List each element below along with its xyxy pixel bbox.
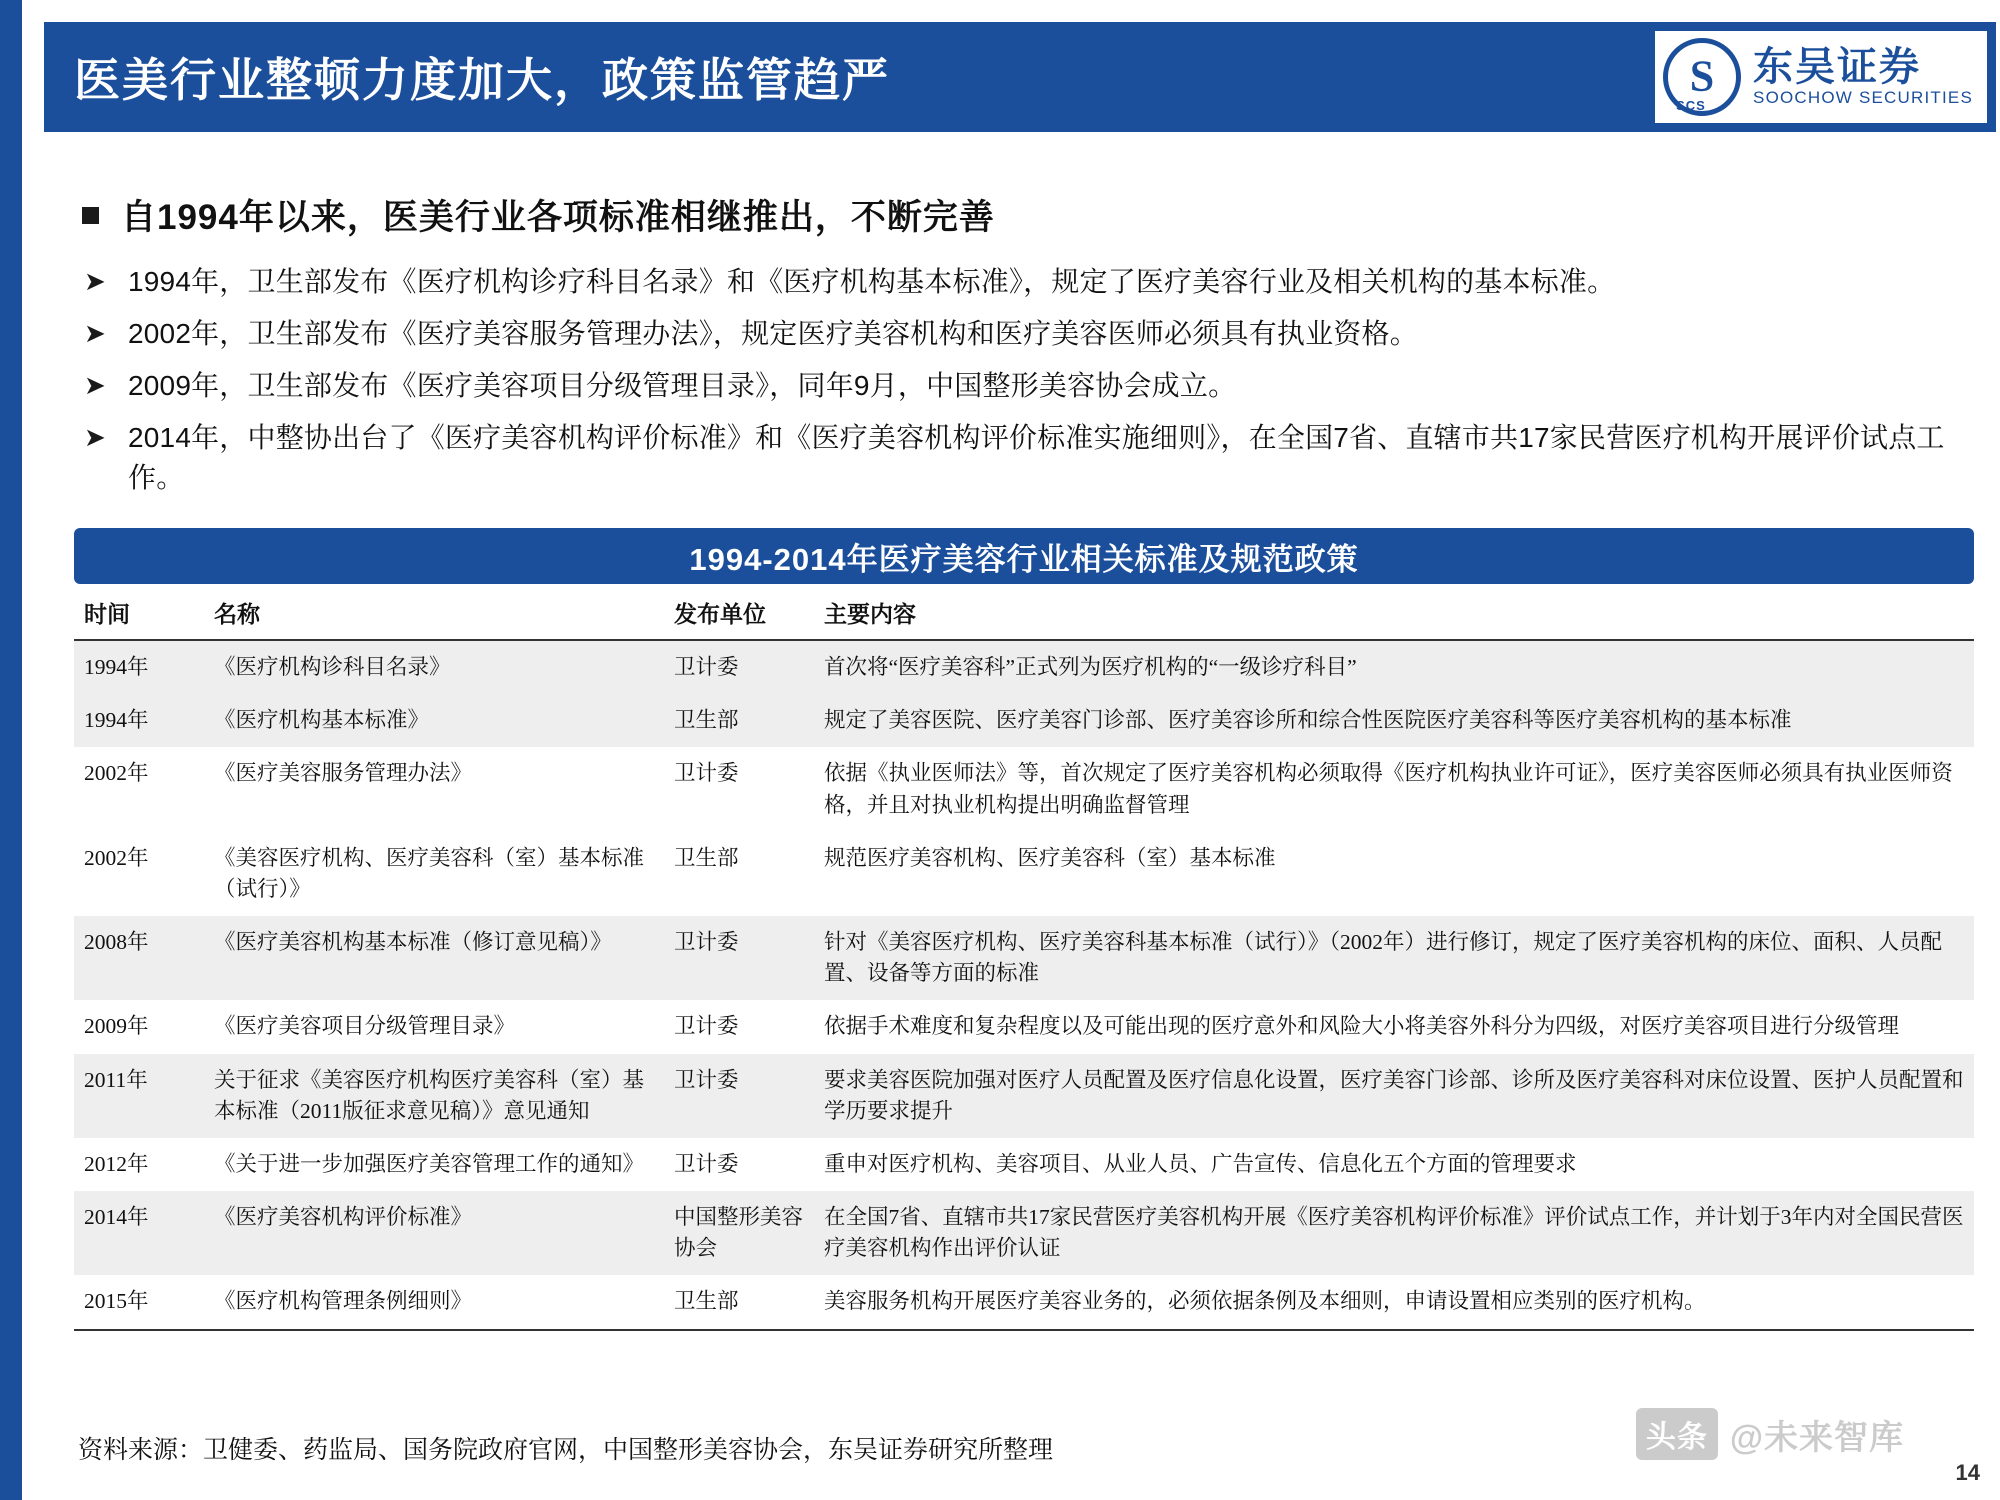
cell-content: 依据《执业医师法》等，首次规定了医疗美容机构必须取得《医疗机构执业许可证》，医疗美容医师必须具有执业医师资格，并且对执业机构提出明确监督管理 [824, 761, 1953, 817]
cell-name: 《医疗美容项目分级管理目录》 [214, 1014, 516, 1039]
cell-name: 《医疗美容服务管理办法》 [214, 761, 473, 786]
table-title: 1994-2014年医疗美容行业相关标准及规范政策 [74, 528, 1974, 584]
table-row [74, 916, 1974, 1000]
arrow-bullet-icon: ➤ [84, 267, 106, 297]
watermark-text: @未来智库 [1729, 1418, 1904, 1457]
logo-name-en: SOOCHOW SECURITIES [1753, 87, 1973, 107]
cell-unit: 卫计委 [674, 1151, 739, 1176]
cell-name: 《医疗美容机构评价标准》 [204, 1191, 664, 1275]
section-heading [82, 190, 995, 240]
cell-time: 2015年 [74, 1275, 204, 1329]
cell-time: 2012年 [84, 1151, 149, 1176]
table-row [74, 694, 1974, 747]
list-item [84, 418, 1974, 498]
company-logo [1655, 31, 1987, 123]
column-header-unit: 发布单位 [664, 590, 814, 640]
cell-content: 规范医疗美容机构、医疗美容科（室）基本标准 [824, 845, 1276, 870]
cell-unit: 卫生部 [664, 1275, 814, 1329]
cell-name: 《医疗机构诊科目名录》 [204, 640, 664, 694]
cell-content: 在全国7省、直辖市共17家民营医疗美容机构开展《医疗美容机构评价标准》评价试点工作，并计划于3年内对全国民营医疗美容机构作出评价认证 [814, 1191, 1974, 1275]
arrow-bullet-icon: ➤ [84, 371, 106, 401]
table-row [74, 1054, 1974, 1138]
table-row [74, 1000, 1974, 1053]
page-title: 医美行业整顿力度加大，政策监管趋严 [74, 54, 890, 106]
logo-name-cn: 东吴证券 [1753, 44, 1922, 89]
table-row [74, 1191, 1974, 1275]
table-header-row [74, 590, 1974, 640]
logo-abbr: SCS [1676, 98, 1706, 113]
list-item-text: 2002年，卫生部发布《医疗美容服务管理办法》，规定医疗美容机构和医疗美容医师必须具有执业资格。 [128, 318, 1418, 349]
cell-content: 重申对医疗机构、美容项目、从业人员、广告宣传、信息化五个方面的管理要求 [824, 1151, 1577, 1176]
cell-content: 美容服务机构开展医疗美容业务的，必须依据条例及本细则，申请设置相应类别的医疗机构。 [814, 1275, 1974, 1329]
cell-time: 1994年 [74, 694, 204, 747]
cell-time: 2014年 [74, 1191, 204, 1275]
table-row [74, 747, 1974, 831]
arrow-bullet-icon: ➤ [84, 423, 106, 453]
list-item-text: 2014年，中整协出台了《医疗美容机构评价标准》和《医疗美容机构评价标准实施细则》，在全国7省、直辖市共17家民营医疗机构开展评价试点工作。 [128, 422, 1945, 493]
policy-table-wrapper [74, 590, 1974, 1331]
cell-name: 《医疗机构管理条例细则》 [204, 1275, 664, 1329]
cell-name: 《美容医疗机构、医疗美容科（室）基本标准（试行）》 [214, 845, 645, 901]
cell-unit: 卫生部 [674, 845, 739, 870]
section-heading-text: 自1994年以来，医美行业各项标准相继推出，不断完善 [121, 198, 995, 237]
list-item-text: 2009年，卫生部发布《医疗美容项目分级管理目录》，同年9月，中国整形美容协会成立。 [128, 370, 1237, 401]
cell-content: 要求美容医院加强对医疗人员配置及医疗信息化设置，医疗美容门诊部、诊所及医疗美容科对床位设置、医护人员配置和学历要求提升 [814, 1054, 1974, 1138]
cell-time: 2002年 [84, 845, 149, 870]
column-header-time: 时间 [74, 590, 204, 640]
bullet-list [84, 262, 1974, 510]
watermark [1636, 1408, 1904, 1460]
cell-unit: 卫计委 [664, 640, 814, 694]
cell-time: 2008年 [74, 916, 204, 1000]
cell-name: 《关于进一步加强医疗美容管理工作的通知》 [214, 1151, 645, 1176]
list-item-text: 1994年，卫生部发布《医疗机构诊疗科目名录》和《医疗机构基本标准》，规定了医疗美容行业及相关机构的基本标准。 [128, 266, 1616, 297]
cell-content: 首次将“医疗美容科”正式列为医疗机构的“一级诊疗科目” [814, 640, 1974, 694]
cell-name: 关于征求《美容医疗机构医疗美容科（室）基本标准（2011版征求意见稿）》意见通知 [204, 1054, 664, 1138]
cell-name: 《医疗美容机构基本标准（修订意见稿）》 [204, 916, 664, 1000]
cell-time: 1994年 [74, 640, 204, 694]
cell-unit: 卫计委 [664, 916, 814, 1000]
slide-header [44, 22, 1996, 132]
policy-table [74, 590, 1974, 1331]
arrow-bullet-icon: ➤ [84, 319, 106, 349]
column-header-content: 主要内容 [814, 590, 1974, 640]
table-row [74, 640, 1974, 694]
cell-unit: 中国整形美容协会 [664, 1191, 814, 1275]
cell-name: 《医疗机构基本标准》 [204, 694, 664, 747]
cell-unit: 卫计委 [674, 761, 739, 786]
cell-unit: 卫计委 [674, 1014, 739, 1039]
cell-content: 规定了美容医院、医疗美容门诊部、医疗美容诊所和综合性医院医疗美容科等医疗美容机构的基本标准 [814, 694, 1974, 747]
table-row [74, 1138, 1974, 1191]
watermark-badge: 头条 [1636, 1408, 1718, 1460]
cell-unit: 卫计委 [664, 1054, 814, 1138]
list-item [84, 262, 1974, 302]
source-note: 资料来源：卫健委、药监局、国务院政府官网，中国整形美容协会，东吴证券研究所整理 [78, 1436, 1054, 1464]
table-row [74, 1275, 1974, 1329]
table-row [74, 832, 1974, 916]
cell-unit: 卫生部 [664, 694, 814, 747]
cell-content: 依据手术难度和复杂程度以及可能出现的医疗意外和风险大小将美容外科分为四级，对医疗美容项目进行分级管理 [824, 1014, 1900, 1039]
square-bullet-icon [82, 207, 99, 224]
list-item [84, 366, 1974, 406]
logo-circle-icon [1663, 38, 1741, 116]
column-header-name: 名称 [204, 590, 664, 640]
page-number: 14 [1955, 1460, 1980, 1485]
cell-time: 2009年 [84, 1014, 149, 1039]
cell-time: 2002年 [84, 761, 149, 786]
cell-content: 针对《美容医疗机构、医疗美容科基本标准（试行）》（2002年）进行修订，规定了医疗美容机构的床位、面积、人员配置、设备等方面的标准 [814, 916, 1974, 1000]
cell-time: 2011年 [74, 1054, 204, 1138]
list-item [84, 314, 1974, 354]
